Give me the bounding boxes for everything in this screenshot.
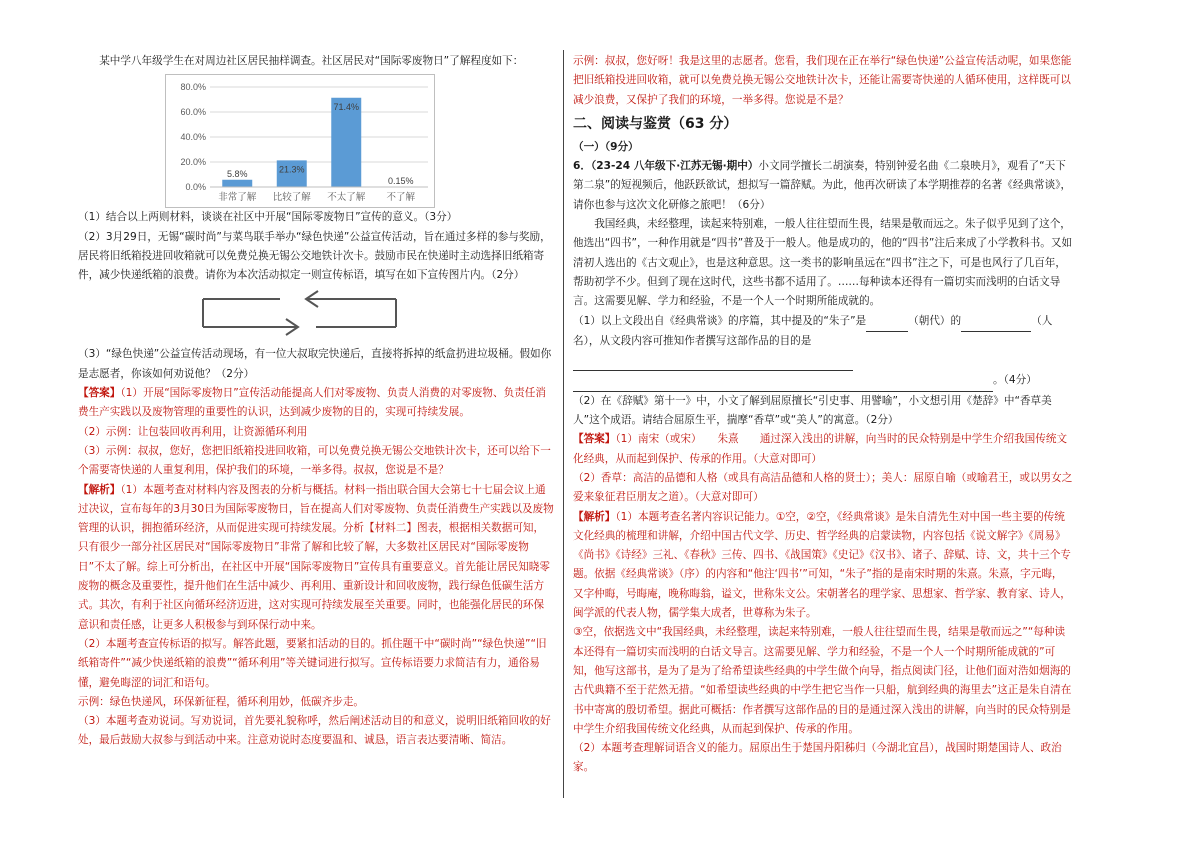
question-3: （3）“绿色快递”公益宣传活动现场，有一位大叔取完快递后，直接将拆掉的纸盒扔进垃圾桶。假如你是志愿者，你该如何劝说他？（2分）: [78, 348, 552, 380]
q6-answer-1-text: （1）南宋（或宋） 朱熹 通过深入浅出的讲解，向当时的民众特别是中学生介绍我国传统文化经典，从而起到保护、传承的作用。（大意对即可）: [573, 433, 1068, 465]
y-tick-label: 60.0%: [180, 107, 206, 118]
q6-answer-1: [573, 430, 1073, 469]
y-tick-label: 20.0%: [180, 157, 206, 168]
chart-svg: [166, 75, 434, 207]
example-continued: 示例：叔叔，您好呀！我是这里的志愿者。您看，我们现在正在举行“绿色快递”公益宣传活动呢，如果您能把旧纸箱投进回收箱，就可以免费兑换无锡公交地铁计次卡，还能让需要寄快递的人循环使用，这样既可以减少浪费，又保护了我们的环境，一举多得。您说是不是？: [573, 55, 1072, 106]
q6-1-part-c: （人名），从文段内容可推知作者撰写这部作品的目的是: [573, 314, 1053, 347]
left-column: [78, 52, 554, 751]
section-title: 二、阅读与鉴赏（63 分）: [573, 115, 738, 132]
y-tick-label: 80.0%: [180, 82, 206, 93]
analysis-1: [78, 481, 554, 635]
question-2: （2）3月29日，无锡“碳时尚”与菜鸟联手举办“绿色快递”公益宣传活动，旨在通过多样的参与奖励，居民将旧纸箱投进回收箱就可以免费兑换无锡公交地铁计次卡。鼓励市民在快递时主动选择旧纸箱寄件，减少快递纸箱的浪费。请你为本次活动拟定一则宣传标语，填写在如下宣传图片内。（2分）: [78, 230, 551, 282]
x-category-label: 不太了解: [327, 192, 366, 204]
y-tick-label: 0.0%: [185, 182, 206, 193]
answer-2: （2）示例：让包装回收再利用，让资源循环利用: [78, 425, 308, 438]
x-category-label: 非常了解: [218, 192, 257, 204]
bar-data-label: 0.15%: [387, 176, 414, 187]
y-tick-label: 40.0%: [180, 132, 206, 143]
bar-data-label: 5.8%: [226, 169, 248, 180]
question-6: [573, 157, 1073, 215]
answer-3: （3）示例：叔叔，您好，您把旧纸箱投进回收箱，可以免费兑换无锡公交地铁计次卡，还可以给下一个需要寄快递的人重复利用，保护我们的环境，一举多得。叔叔，您说是不是？: [78, 444, 551, 477]
q6-analysis-tag: 【解析】: [573, 510, 616, 523]
x-category-label: 不了解: [386, 192, 416, 204]
question-6-stem: 小文同学擅长二胡演奏，特别钟爱名曲《二泉映月》，观看了“天下第二泉”的短视频后，他跃跃欲试，想拟写一篇辞赋。为此，他再次研读了本学期推荐的名著《经典常谈》，请你也参与这次文化研修之旅吧！（6分）: [573, 160, 1072, 211]
answer-tag: 【答案】: [78, 387, 121, 400]
question-1: （1）结合以上两则材料，谈谈在社区中开展“国际零废物日”宣传的意义。（3分）: [78, 211, 458, 224]
answer-1: [78, 384, 554, 423]
slogan-flow-graphic: [78, 289, 554, 337]
sub-section-title: （一）（9分）: [573, 140, 639, 153]
q6-analysis-2: ③空，依据选文中“我国经典，未经整理，读起来特别难，一般人往往望而生畏，结果是敬而远之”“每种读本还得有一篇切实而浅明的白话文导言。这需要见解、学力和经验，不是一个人一个时期所能成就的”可知，他写这部书，是为了是为了给希望读些经典的中学生做个向导，指点阅读门径，让他们面对浩如烟海的古代典籍不至于茫然无措。“如希望读些经典的中学生把它当作一只船，航到经典的海里去”这正是朱自清在书中寄寓的殷切希望。据此可概括：作者撰写这部作品的目的是通过深入浅出的讲解，向当时的民众特别是中学生介绍我国传统文化经典，从而起到保护、传承的作用。: [573, 626, 1072, 735]
question-6-2: （2）在《辞赋》第十一》中，小文了解到屈原擅长“引史事、用譬喻”，小文想引用《楚辞》中“香草美人”这个成语。请结合屈原生平，揣摩“香草”或“美人”的寓意。（2分）: [573, 394, 1052, 427]
bar-data-label: 71.4%: [333, 102, 360, 113]
blank-purpose[interactable]: [573, 351, 853, 371]
q6-analysis-1: [573, 508, 1073, 624]
right-column: [573, 52, 1073, 778]
x-category-label: 比较了解: [272, 192, 311, 204]
analysis-3: （3）本题考查劝说词。写劝说词，首先要礼貌称呼，然后阐述活动目的和意义，说明旧纸箱回收的好处，最后鼓励大叔参与到活动中来。注意劝说时态度要温和、诚恳，语言表达要清晰、简洁。: [78, 715, 551, 747]
analysis-tag: 【解析】: [78, 483, 121, 496]
q6-1-part-a: （1）以上文段出自《经典常谈》的序篇，其中提及的“朱子”是: [573, 314, 867, 327]
q6-analysis-3: （2）本题考查理解词语含义的能力。屈原出生于楚国丹阳秭归（今湖北宜昌），战国时期楚国诗人、政治家。: [573, 742, 1062, 774]
question-6-source: 6．（23-24 八年级下·江苏无锡·期中）: [573, 160, 759, 173]
q6-1-part-d: 。（4分）: [993, 374, 1037, 387]
bar-data-label: 21.3%: [278, 164, 305, 175]
q6-answer-tag: 【答案】: [573, 433, 616, 446]
q6-answer-2: （2）香草：高洁的品德和人格（或具有高洁品德和人格的贤士）；美人：屈原自喻（或喻君王，或以男女之爱来象征君臣朋友之道）。（大意对即可）: [573, 471, 1073, 504]
blank-person[interactable]: [961, 312, 1031, 332]
cycle-arrows-icon: [196, 289, 416, 337]
survey-intro: 某中学八年级学生在对周边社区居民抽样调查。社区居民对“国际零废物日”了解程度如下：: [99, 55, 524, 67]
q6-1-part-b: （朝代）的: [908, 314, 962, 327]
reading-passage: 我国经典，未经整理，读起来特别难，一般人往往望而生畏，结果是敬而远之。朱子似乎见到了这个，他选出“四书”，一种作用就是“四书”普及于一般人。他是成功的，他的“四书”注后来成了小学教科书。又如清初人选出的《古文观止》，也是这种意思。这一类书的影响虽远在“四书”注之下，可是也风行了几百年，帮助初学不少。但到了现在这时代，这些书都不适用了。……每种读本还得有一篇切实而浅明的白话文导言。这需要见解、学力和经验，不是一个人一个时期所能成就的。: [573, 218, 1073, 308]
chart-bar: [222, 180, 252, 187]
question-6-1: [573, 312, 1073, 392]
survey-bar-chart: [165, 74, 435, 208]
answer-1-text: （1）开展“国际零废物日”宣传活动能提高人们对零废物、负责人消费的对零废物、负责任消费生产实践以及废物管理的重要性的认识，达到减少废物的目的，实现可持续发展。: [78, 387, 546, 419]
analysis-2: （2）本题考查宣传标语的拟写。解答此题，要紧扣活动的目的。抓住题干中“碳时尚”“绿色快递”“旧纸箱寄件”“减少快递纸箱的浪费”“循环利用”等关键词进行拟写。宣传标语要力求简洁有力，通俗易懂，避免晦涩的词汇和语句。: [78, 637, 547, 689]
analysis-1-text: （1）本题考查对材料内容及图表的分析与概括。材料一指出联合国大会第七十七届会议上通过决议，宣布每年的3月30日为国际零废物日，旨在提高人们对零废物、负责任消费生产实践以及废物管理的认识，拥抱循环经济，从而促进实现可持续发展。分析【材料二】图表，根据相关数据可知，只有很少一部分社区居民对“国际零废物日”非常了解和比较了解，大多数社区居民对“国际零废物日”不太了解。综上可分析出，在社区中开展“国际零废物日”宣传具有重要意义。首先能让居民知晓零废物的概念及重要性，提升他们在生活中减少、再利用、重新设计和回收废物，践行绿色低碳生活方式。其次，有利于社区向循环经济迈进，这对实现可持续发展至关重要。同时，也能强化居民的环保意识和责任感，让更多人积极参与到环保行动中来。: [78, 483, 554, 631]
analysis-2-example: 示例：绿色快递风，环保新征程，循环利用妙，低碳齐步走。: [78, 695, 365, 708]
q6-analysis-1-text: （1）本题考查名著内容识记能力。①空，②空，《经典常谈》是朱自清先生对中国一些主要的传统文化经典的梳理和讲解，介绍中国古代文学、历史、哲学经典的启蒙读物，内容包括《说文解字》《周易》《尚书》《诗经》三礼、《春秋》三传、四书、《战国策》《史记》《汉书》、诸子、辞赋、诗、文，共十三个专题。依据《经典常谈》（序）的内容和“他注‘四书’”可知，“朱子”指的是南宋时期的朱熹。朱熹，字元晦，又字仲晦，号晦庵，晚称晦翁，谥文，世称朱文公。宋朝著名的理学家、思想家、哲学家、教育家、诗人，闽学派的代表人物，儒学集大成者，世尊称为朱子。: [573, 510, 1071, 620]
column-divider: [563, 50, 564, 798]
blank-purpose-line2[interactable]: [573, 371, 993, 391]
blank-dynasty[interactable]: [866, 312, 908, 332]
